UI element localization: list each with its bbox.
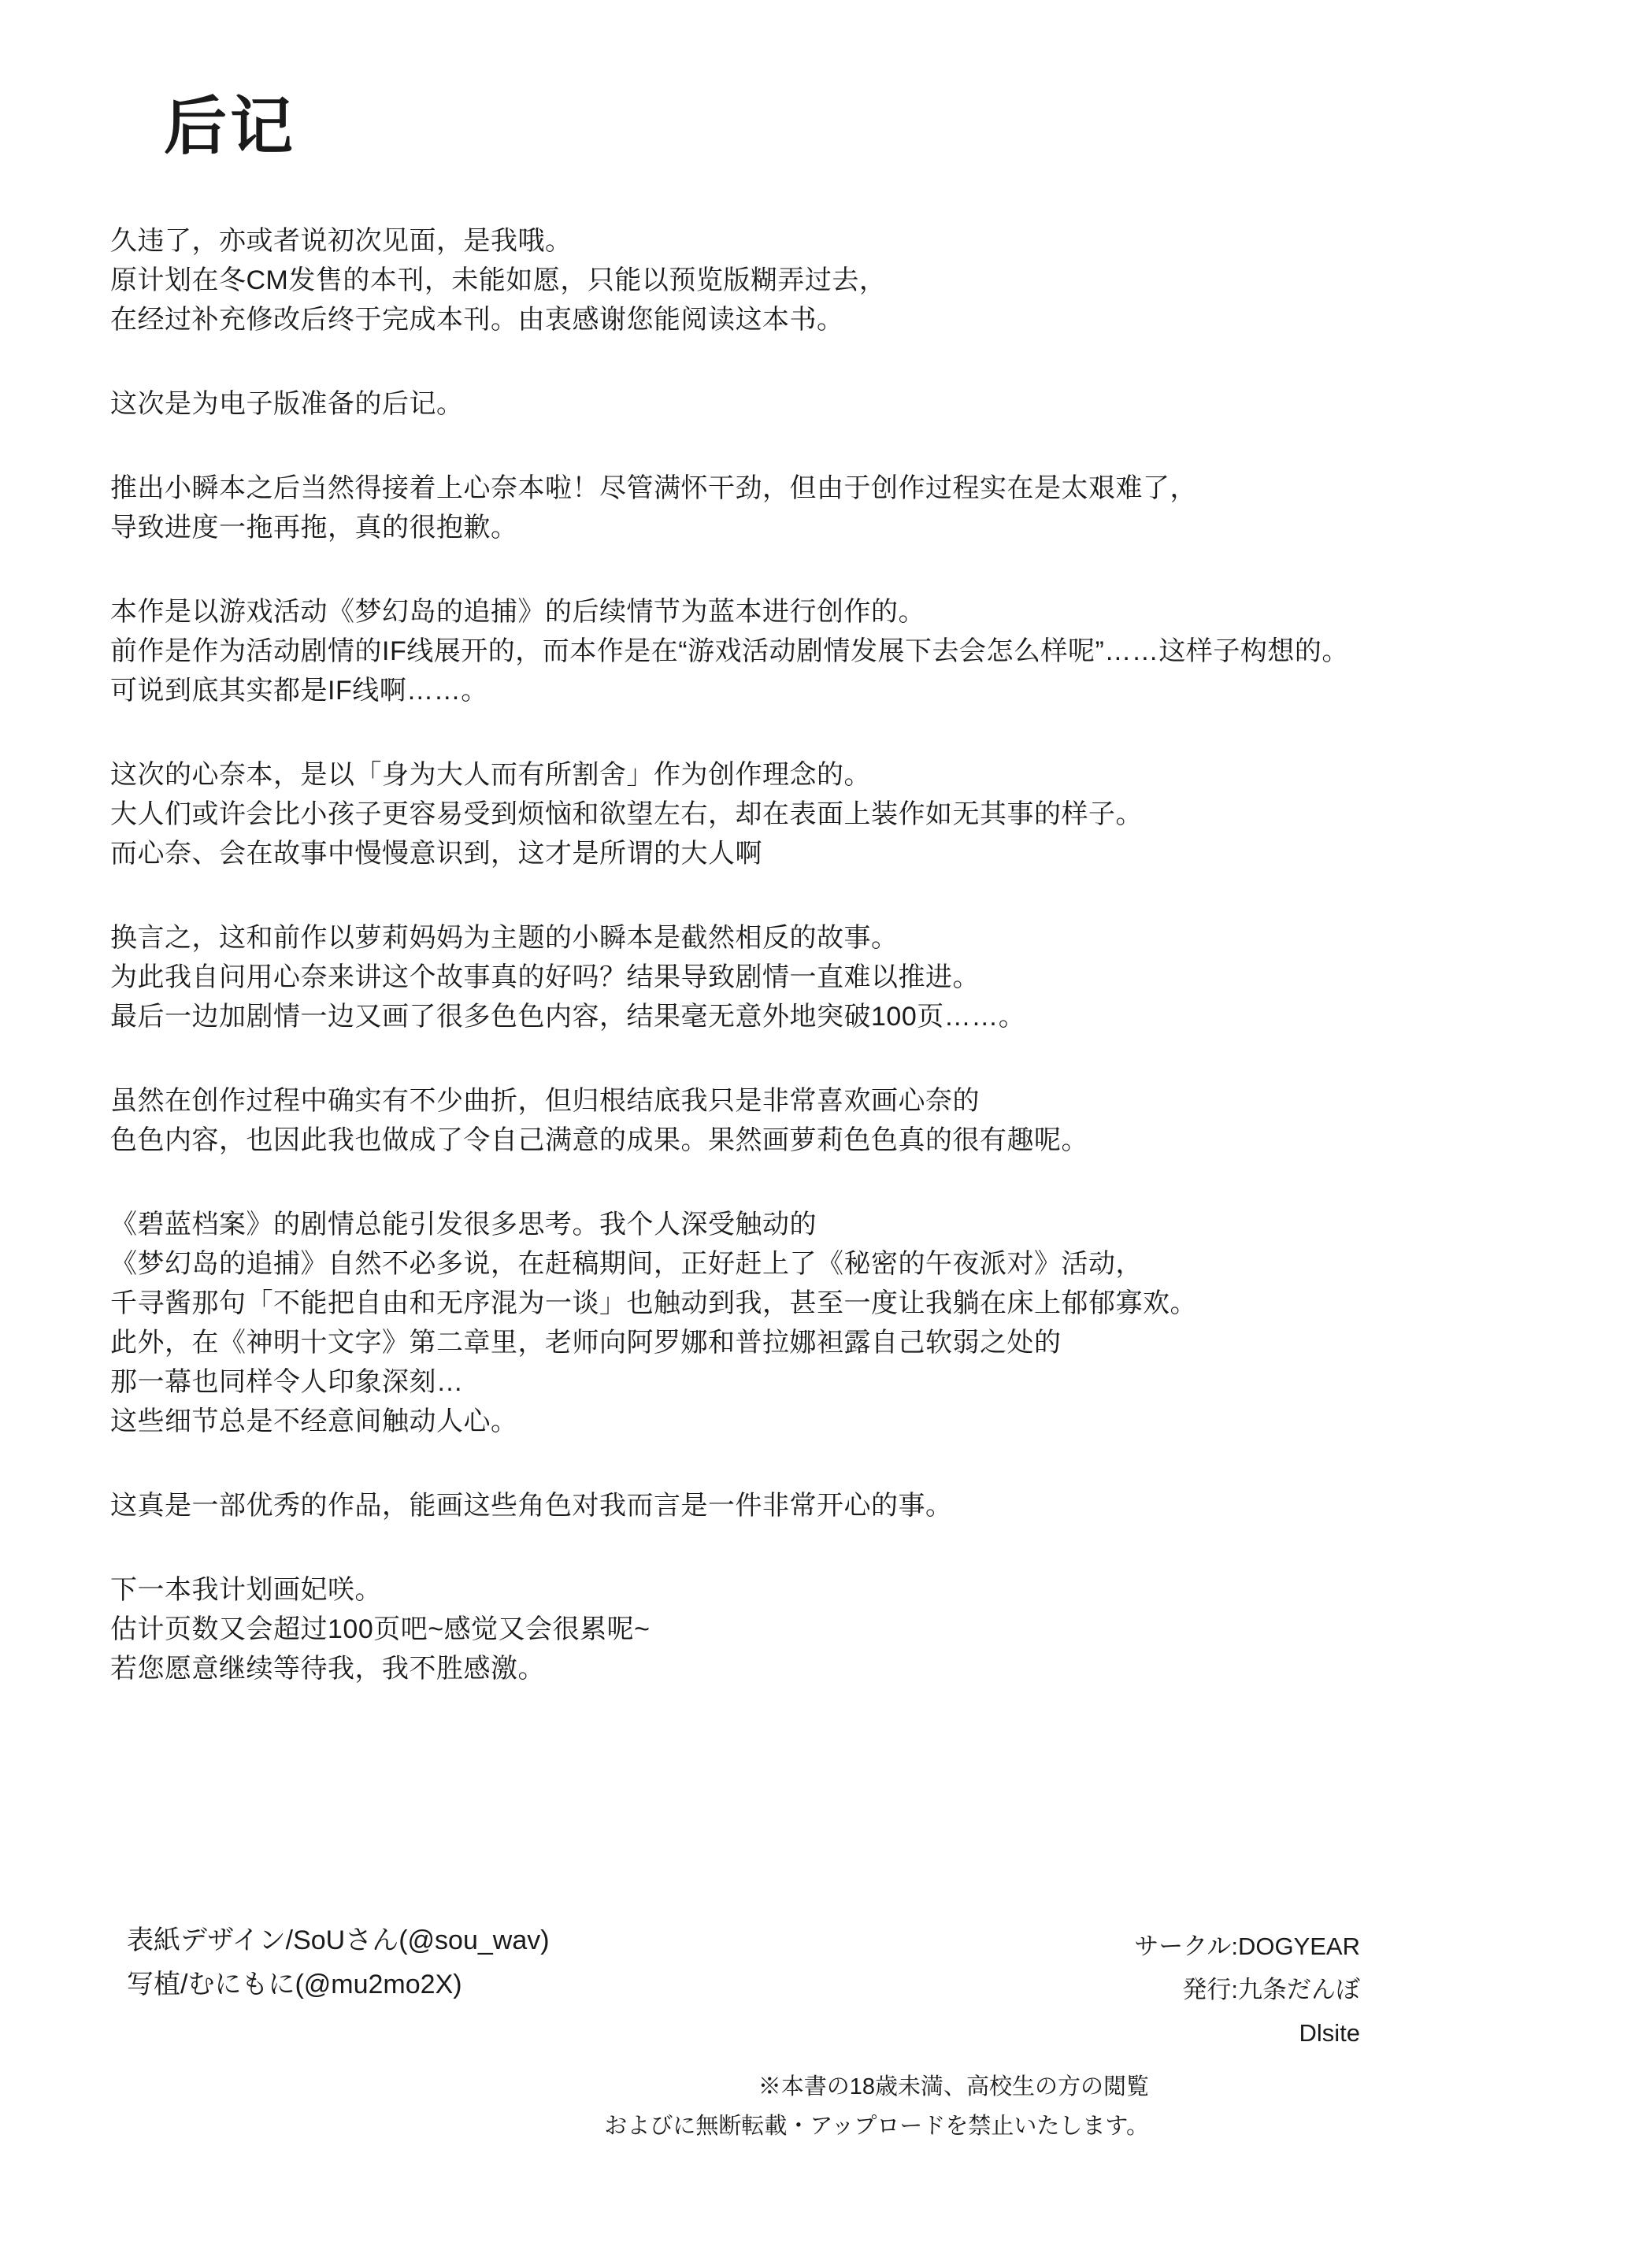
text-line: 《碧蓝档案》的剧情总能引发很多思考。我个人深受触动的 — [110, 1210, 817, 1240]
text-line: 而心奈、会在故事中慢慢意识到，这才是所谓的大人啊 — [110, 839, 762, 869]
afterword-body — [110, 221, 1349, 1688]
storefront-credit: Dlsite — [1299, 2019, 1360, 2047]
paragraph-next-book — [110, 1570, 1349, 1688]
paragraph-praise — [110, 1486, 1349, 1525]
text-line: 前作是作为活动剧情的IF线展开的，而本作是在“游戏活动剧情发展下去会怎么样呢”……这样子构想的。 — [110, 636, 1349, 666]
paragraph-contrast — [110, 918, 1349, 1036]
text-line: 下一本我计划画妃咲。 — [110, 1575, 382, 1605]
cover-design-credit: 表紙デザイン/SoUさん(@sou_wav) — [127, 1925, 550, 1955]
credits-left — [127, 1918, 550, 2007]
text-line: 最后一边加剧情一边又画了很多色色内容，结果毫无意外地突破100页……。 — [110, 1002, 1026, 1032]
text-line: 换言之，这和前作以萝莉妈妈为主题的小瞬本是截然相反的故事。 — [110, 923, 899, 953]
text-line: 为此我自问用心奈来讲这个故事真的好吗？结果导致剧情一直难以推进。 — [110, 962, 980, 992]
text-line: 此外，在《神明十文字》第二章里，老师向阿罗娜和普拉娜袒露自己软弱之处的 — [110, 1328, 1062, 1358]
text-line: 估计页数又会超过100页吧~感觉又会很累呢~ — [110, 1614, 651, 1644]
text-line: 这些细节总是不经意间触动人心。 — [110, 1406, 518, 1436]
publisher-credit: 発行:九条だんぼ — [1182, 1976, 1360, 2003]
text-line: 千寻酱那句「不能把自由和无序混为一谈」也触动到我，甚至一度让我躺在床上郁郁寡欢。 — [110, 1288, 1197, 1318]
paragraph-concept — [110, 755, 1349, 873]
paragraph-impressions — [110, 1205, 1349, 1441]
text-line: 这次是为电子版准备的后记。 — [110, 389, 464, 419]
paragraph-apology — [110, 469, 1349, 547]
text-line: 大人们或许会比小孩子更容易受到烦恼和欲望左右，却在表面上装作如无其事的样子。 — [110, 799, 1143, 829]
text-line: 这次的心奈本，是以「身为大人而有所割舍」作为创作理念的。 — [110, 760, 871, 790]
text-line: 原计划在冬CM发售的本刊，未能如愿，只能以预览版糊弄过去， — [110, 265, 887, 295]
page-title: 后记 — [164, 91, 296, 161]
text-line: 可说到底其实都是IF线啊……。 — [110, 676, 488, 706]
paragraph-source-event — [110, 592, 1349, 710]
paragraph-greeting — [110, 221, 1349, 339]
text-line: 导致进度一拖再拖，真的很抱歉。 — [110, 513, 518, 543]
text-line: 推出小瞬本之后当然得接着上心奈本啦！尽管满怀干劲，但由于创作过程实在是太艰难了， — [110, 473, 1197, 503]
text-line: 本作是以游戏活动《梦幻岛的追捕》的后续情节为蓝本进行创作的。 — [110, 597, 925, 627]
disclaimer — [604, 2071, 1149, 2150]
paragraph-digital-edition — [110, 384, 1349, 424]
disclaimer-line: ※本書の18歳未満、高校生の方の閲覧 — [758, 2074, 1149, 2099]
paragraph-result — [110, 1081, 1349, 1160]
circle-credit: サークル:DOGYEAR — [1134, 1933, 1360, 1960]
text-line: 《梦幻岛的追捕》自然不必多说，在赶稿期间，正好赶上了《秘密的午夜派对》活动， — [110, 1249, 1143, 1279]
text-line: 久违了，亦或者说初次见面，是我哦。 — [110, 226, 573, 256]
text-line: 虽然在创作过程中确实有不少曲折，但归根结底我只是非常喜欢画心奈的 — [110, 1086, 980, 1116]
credits-right — [1134, 1925, 1360, 2055]
text-line: 那一幕也同样令人印象深刻… — [110, 1367, 464, 1397]
text-line: 色色内容，也因此我也做成了令自己满意的成果。果然画萝莉色色真的很有趣呢。 — [110, 1125, 1088, 1155]
text-line: 这真是一部优秀的作品，能画这些角色对我而言是一件非常开心的事。 — [110, 1491, 953, 1521]
text-line: 若您愿意继续等待我，我不胜感激。 — [110, 1654, 545, 1684]
text-line: 在经过补充修改后终于完成本刊。由衷感谢您能阅读这本书。 — [110, 305, 844, 335]
typesetting-credit: 写植/むにもに(@mu2mo2X) — [127, 1970, 462, 1999]
disclaimer-line: およびに無断転載・アップロードを禁止いたします。 — [604, 2114, 1149, 2139]
